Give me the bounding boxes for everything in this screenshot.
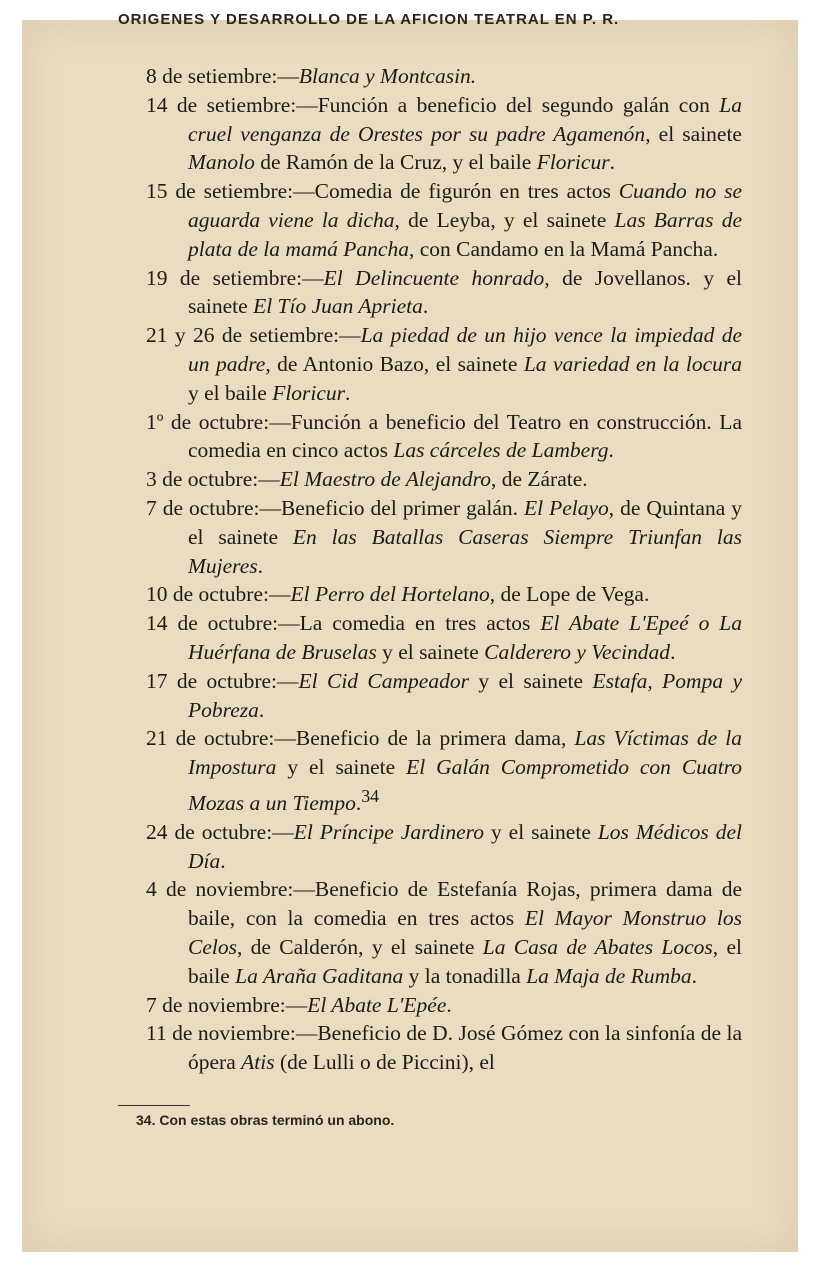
performance-entry: [146, 991, 742, 1020]
entry-description: —Función a beneficio del Teatro en construcción. La comedia en cinco actos Las cárceles de Lamberg.: [188, 409, 742, 463]
entry-date: 21 y 26 de setiembre:: [146, 323, 340, 348]
running-title: ORIGENES Y DESARROLLO DE LA AFICION TEATRAL EN P. R.: [118, 11, 620, 28]
entry-description: —El Delincuente honrado, de Jovellanos. y el sainete El Tío Juan Aprieta.: [188, 265, 743, 319]
running-header: [22, 11, 798, 33]
entry-description: —El Cid Campeador y el sainete Estafa, Pompa y Pobreza.: [188, 668, 742, 722]
entry-date: 3 de octubre:: [146, 467, 259, 492]
entry-date: 7 de noviembre:: [146, 992, 286, 1017]
entry-date: 17 de octubre:: [146, 668, 277, 693]
entry-date: 11 de noviembre:: [146, 1021, 296, 1046]
performance-entry: [146, 724, 742, 818]
entry-date: 14 de octubre:: [146, 611, 279, 636]
performance-entry: [146, 580, 742, 609]
entry-date: 4 de noviembre:: [146, 877, 294, 902]
entry-description: —Beneficio de D. José Gómez con la sinfonía de la ópera Atis (de Lulli o de Piccini), el: [188, 1021, 743, 1075]
entry-date: 19 de setiembre:: [146, 265, 303, 290]
entry-description: —La piedad de un hijo vence la impiedad de un padre, de Antonio Bazo, el sainete La variedad en la locura y el baile Floricur.: [188, 323, 742, 405]
entry-date: 14 de setiembre:: [146, 92, 297, 117]
entry-description: —Beneficio de Estefanía Rojas, primera dama de baile, con la comedia en tres actos El Mayor Monstruo los Celos, de Calderón, y el sainete La Casa de Abates Locos, el baile La Araña Gaditana y la tonadilla La Maja de Rumba.: [188, 877, 742, 988]
entry-description: —Beneficio del primer galán. El Pelayo, de Quintana y el sainete En las Batallas Caseras Siempre Triunfan las Mujeres.: [188, 495, 742, 578]
entry-date: 7 de octubre:: [146, 495, 260, 520]
performance-entry: [146, 818, 742, 876]
performance-entry: [146, 264, 742, 322]
performance-entry: [146, 494, 742, 580]
entry-description: —El Príncipe Jardinero y el sainete Los Médicos del Día.: [188, 819, 742, 873]
entry-date: 15 de setiembre:: [146, 179, 294, 204]
entry-date: 8 de setiembre:: [146, 64, 278, 88]
entry-description: —Comedia de figurón en tres actos Cuando no se aguarda viene la dicha, de Leyba, y el sainete Las Barras de plata de la mamá Pancha, con Candamo en la Mamá Pancha.: [188, 179, 743, 261]
performance-entry: [146, 609, 742, 667]
entry-date: 24 de octubre:: [146, 819, 273, 844]
entry-description: —Beneficio de la primera dama, Las Víctimas de la Impostura y el sainete El Galán Comprometido con Cuatro Mozas a un Tiempo.$^{34}$: [188, 726, 742, 816]
entry-description: —El Perro del Hortelano, de Lope de Vega.: [269, 582, 650, 607]
entry-description: —Blanca y Montcasin.: [277, 64, 477, 88]
entry-date: 10 de octubre:: [146, 582, 269, 607]
entry-description: —Función a beneficio del segundo galán con La cruel venganza de Orestes por su padre Agamenón, el sainete Manolo de Ramón de la Cruz, y el baile Floricur.: [188, 92, 743, 175]
entry-date: 21 de octubre:: [146, 726, 275, 751]
performance-entry: [146, 875, 742, 990]
performance-entry: [146, 91, 742, 177]
book-page: [22, 11, 798, 1252]
entry-description: —El Abate L'Epée.: [285, 992, 452, 1017]
entry-date: 1º de octubre:: [146, 409, 270, 434]
performance-entry: [146, 177, 742, 263]
footnote: 34. Con estas obras terminó un abono.: [136, 1112, 395, 1128]
performance-entry: [146, 321, 742, 407]
performance-entry: [146, 408, 742, 466]
performance-entry: [146, 1019, 742, 1077]
entry-description: —La comedia en tres actos El Abate L'Epeé o La Huérfana de Bruselas y el sainete Calderero y Vecindad.: [188, 611, 742, 664]
performance-entry: [146, 62, 742, 91]
performance-entry: [146, 465, 742, 494]
entry-description: —El Maestro de Alejandro, de Zárate.: [258, 467, 588, 492]
performance-entry: [146, 667, 742, 725]
performance-list: [146, 62, 742, 1077]
footnote-divider: [118, 1105, 190, 1106]
